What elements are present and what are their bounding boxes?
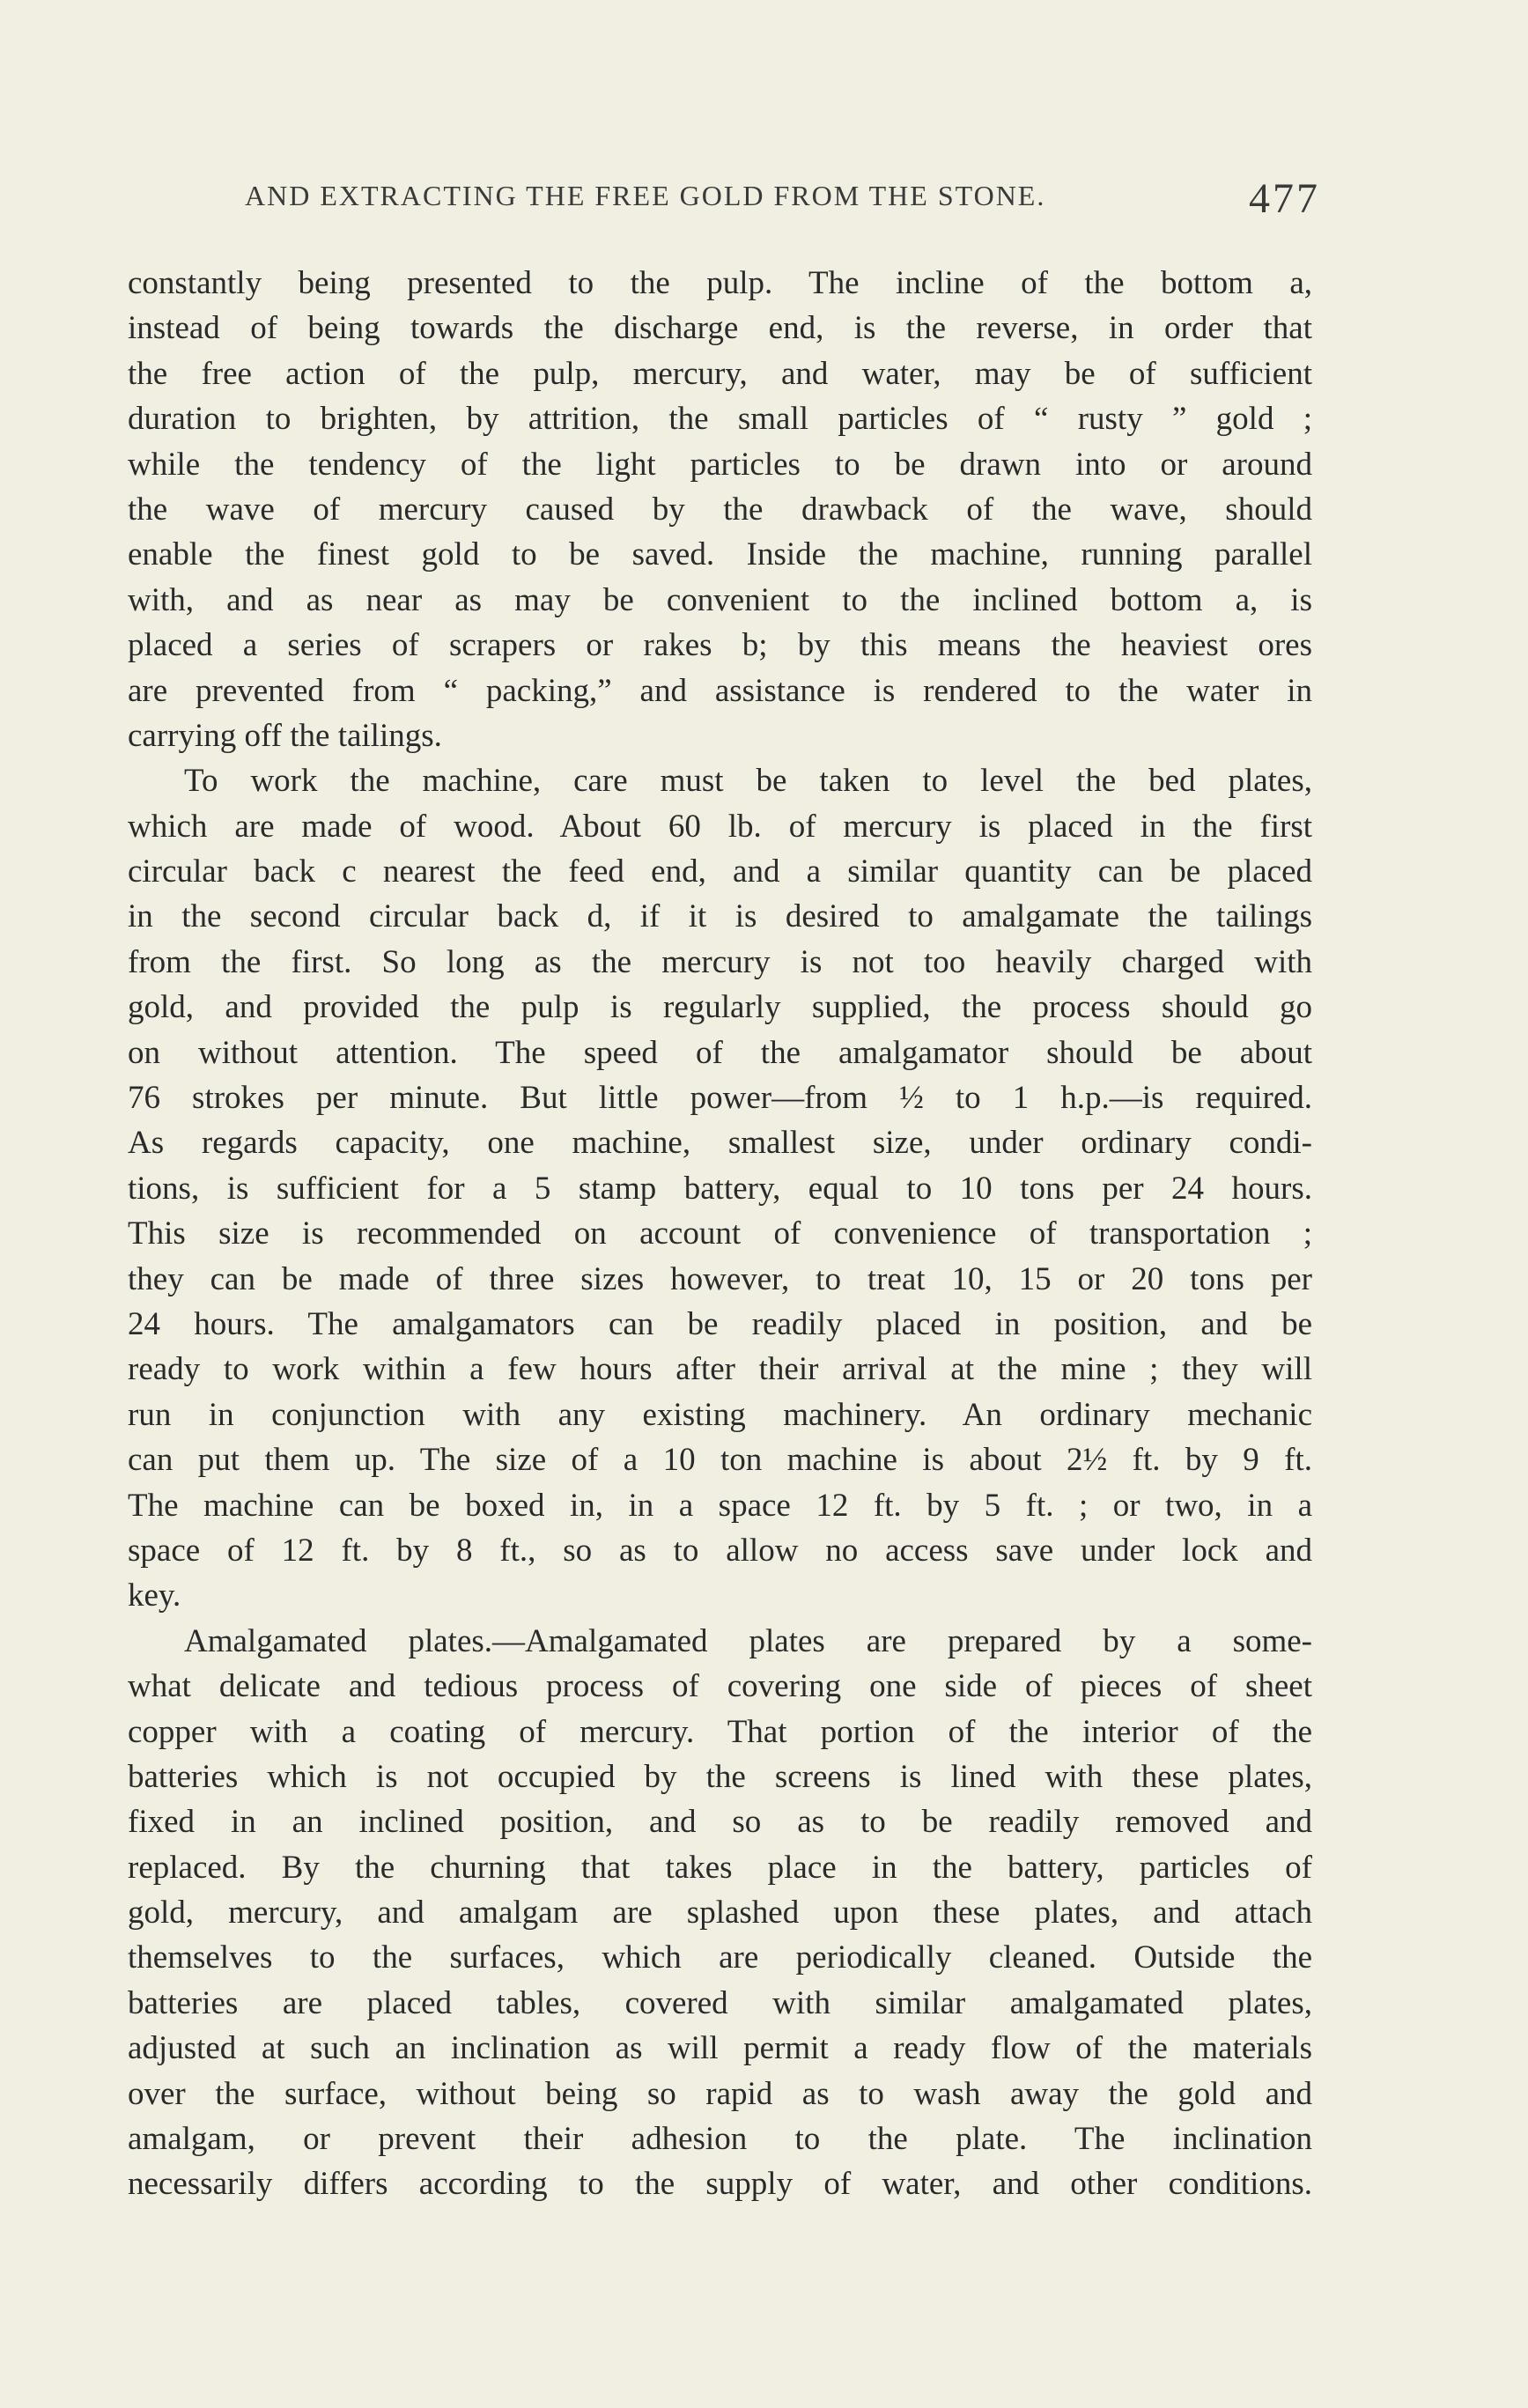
text-line: carrying off the tailings. (128, 717, 442, 754)
text-line: what delicate and tedious process of covering one side of pieces of sheet (128, 1668, 1312, 1705)
text-line: enable the finest gold to be saved. Inside the machine, running parallel (128, 536, 1312, 573)
text-line: fixed in an inclined position, and so as to be readily removed and (128, 1804, 1312, 1841)
text-line: which are made of wood. About 60 lb. of mercury is placed in the first (128, 808, 1312, 845)
text-line: gold, and provided the pulp is regularly supplied, the process should go (128, 989, 1312, 1026)
text-line: tions, is sufficient for a 5 stamp battery, equal to 10 tons per 24 hours. (128, 1170, 1312, 1207)
text-line: gold, mercury, and amalgam are splashed upon these plates, and attach (128, 1895, 1312, 1932)
text-line: copper with a coating of mercury. That portion of the interior of the (128, 1713, 1312, 1750)
text-line: the wave of mercury caused by the drawback of the wave, should (128, 491, 1312, 528)
text-line: are prevented from “ packing,” and assistance is rendered to the water in (128, 672, 1312, 709)
text-line: in the second circular back d, if it is desired to amalgamate the tailings (128, 898, 1312, 935)
text-line: As regards capacity, one machine, smallest size, under ordinary condi- (128, 1125, 1312, 1162)
text-line: while the tendency of the light particles to be drawn into or around (128, 446, 1312, 483)
text-line: the free action of the pulp, mercury, and water, may be of sufficient (128, 355, 1312, 392)
text-line: from the first. So long as the mercury is not too heavily charged with (128, 943, 1312, 980)
text-line: instead of being towards the discharge end, is the reverse, in order that (128, 310, 1312, 347)
text-line: key. (128, 1577, 181, 1614)
text-line: batteries which is not occupied by the screens is lined with these plates, (128, 1758, 1312, 1795)
text-line: they can be made of three sizes however, to treat 10, 15 or 20 tons per (128, 1260, 1312, 1297)
text-line: space of 12 ft. by 8 ft., so as to allow no access save under lock and (128, 1532, 1312, 1569)
text-line: ready to work within a few hours after their arrival at the mine ; they will (128, 1351, 1312, 1388)
text-line: replaced. By the churning that takes place in the battery, particles of (128, 1849, 1312, 1886)
text-line: The machine can be boxed in, in a space 12 ft. by 5 ft. ; or two, in a (128, 1487, 1312, 1524)
page-number: 477 (1249, 175, 1320, 222)
text-line: over the surface, without being so rapid as to wash away the gold and (128, 2075, 1312, 2112)
text-line: 76 strokes per minute. But little power—from ½ to 1 h.p.—is required. (128, 1080, 1312, 1117)
text-line: duration to brighten, by attrition, the small particles of “ rusty ” gold ; (128, 401, 1312, 438)
text-line: circular back c nearest the feed end, and a similar quantity can be placed (128, 853, 1312, 890)
text-line: To work the machine, care must be taken to level the bed plates, (184, 763, 1312, 800)
text-line: Amalgamated plates.—Amalgamated plates are prepared by a some- (184, 1622, 1312, 1659)
text-line: adjusted at such an inclination as will permit a ready flow of the materials (128, 2030, 1312, 2067)
text-line: themselves to the surfaces, which are periodically cleaned. Outside the (128, 1939, 1312, 1976)
text-line: batteries are placed tables, covered with similar amalgamated plates, (128, 1984, 1312, 2021)
paragraph-3 (128, 1619, 1312, 2207)
running-head: AND EXTRACTING THE FREE GOLD FROM THE STONE. (245, 180, 1046, 211)
text-line: run in conjunction with any existing machinery. An ordinary mechanic (128, 1396, 1312, 1433)
text-line: This size is recommended on account of convenience of transportation ; (128, 1215, 1312, 1252)
body-text (128, 261, 1312, 2207)
text-line: necessarily differs according to the supply of water, and other conditions. (128, 2166, 1312, 2203)
text-line: with, and as near as may be convenient to the inclined bottom a, is (128, 581, 1312, 618)
text-line: placed a series of scrapers or rakes b; by this means the heaviest ores (128, 627, 1312, 664)
text-line: on without attention. The speed of the amalgamator should be about (128, 1034, 1312, 1071)
text-line: constantly being presented to the pulp. The incline of the bottom a, (128, 265, 1312, 301)
text-line: 24 hours. The amalgamators can be readily placed in position, and be (128, 1305, 1312, 1342)
text-line: amalgam, or prevent their adhesion to the plate. The inclination (128, 2121, 1312, 2158)
text-line: can put them up. The size of a 10 ton machine is about 2½ ft. by 9 ft. (128, 1442, 1312, 1479)
paragraph-2 (128, 758, 1312, 1618)
paragraph-1 (128, 261, 1312, 758)
